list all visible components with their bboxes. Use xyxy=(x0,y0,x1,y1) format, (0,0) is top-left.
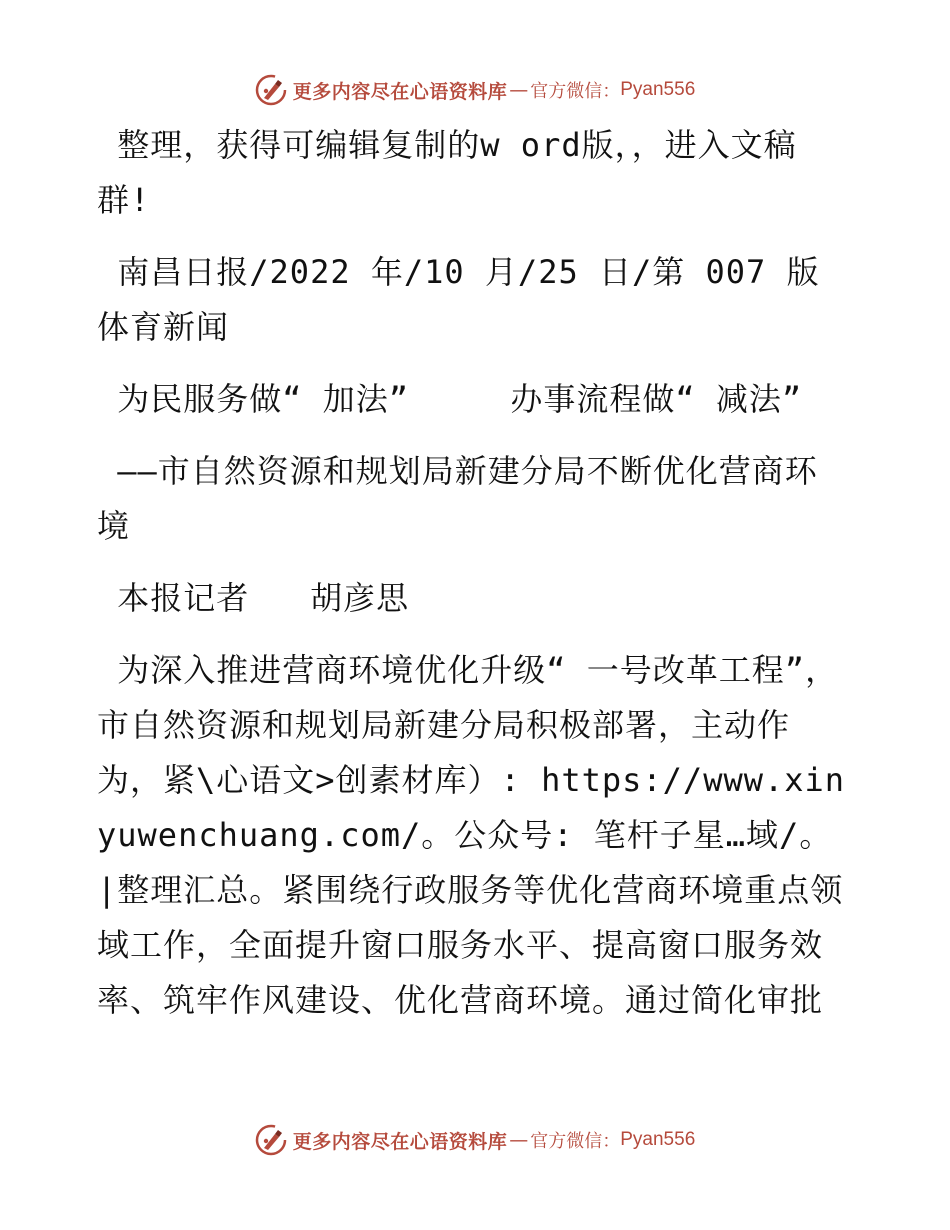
watermark-wechat-label: 官方微信： xyxy=(530,1131,621,1152)
body-paragraph: 为深入推进营商环境优化升级“ 一号改革工程”，市自然资源和规划局新建分局积极部署，主动作为，紧\心语文>创素材库）: https://www.xinyuwenchuang.com/。公众号: 笔杆子星…域/。|整理汇总。紧围绕行政服务等优化营商环境重点领域工作，全面提升窗口服务水平、提高窗口服务效率、筑牢作风建设、优化营商环境。通过简化审批 xyxy=(97,651,846,1019)
brush-pen-logo-icon xyxy=(255,74,287,106)
watermark-wechat-id: Pyan556 xyxy=(620,79,696,100)
watermark-wechat-id: Pyan556 xyxy=(620,1129,696,1150)
article-title: 为民服务做“ 加法” 办事流程做“ 减法” xyxy=(97,380,803,418)
watermark-dash: — xyxy=(509,79,529,101)
source-line: 南昌日报/2022 年/10 月/25 日/第 007 版体育新闻 xyxy=(97,253,820,346)
watermark-text: 更多内容尽在心语资料库 xyxy=(292,80,508,103)
footer-watermark xyxy=(0,1120,950,1160)
intro-paragraph: 整理，获得可编辑复制的w ord版，，进入文稿群! xyxy=(97,126,797,219)
byline: 本报记者 胡彦思 xyxy=(97,579,410,617)
article-subtitle: ——市自然资源和规划局新建分局不断优化营商环境 xyxy=(97,452,818,545)
header-watermark xyxy=(0,70,950,110)
watermark-dash: — xyxy=(509,1129,529,1151)
brush-pen-logo-icon xyxy=(255,1124,287,1156)
watermark-text: 更多内容尽在心语资料库 xyxy=(292,1130,508,1153)
watermark-wechat-label: 官方微信： xyxy=(530,81,621,102)
document-body xyxy=(97,118,849,1028)
